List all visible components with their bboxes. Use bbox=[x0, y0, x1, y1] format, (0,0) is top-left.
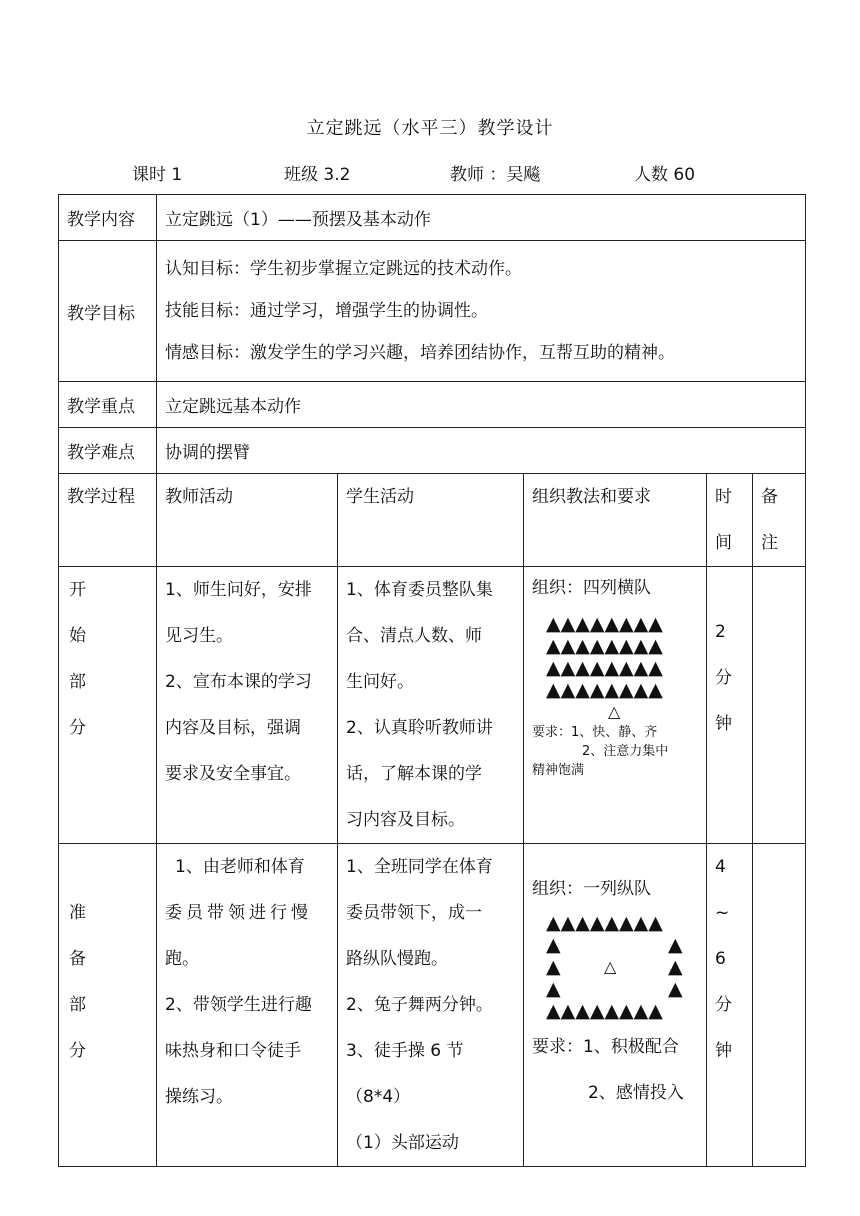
text-line: 内容及目标，强调 bbox=[165, 718, 301, 738]
text-line: 2、带领学生进行趣 bbox=[165, 995, 312, 1015]
text-line: 习内容及目标。 bbox=[346, 810, 465, 830]
header-process: 教学过程 bbox=[67, 487, 135, 507]
requirement-line: 精神饱满 bbox=[532, 763, 585, 778]
column-formation bbox=[532, 912, 698, 1024]
text-line: （1）头部运动 bbox=[346, 1133, 459, 1153]
start-organization bbox=[524, 573, 706, 780]
section-start bbox=[59, 567, 156, 751]
value-content: 立定跳远（1）——预摆及基本动作 bbox=[165, 210, 431, 230]
formation-row: ▲▲▲▲▲▲▲▲ bbox=[546, 635, 663, 657]
header-note-2: 注 bbox=[761, 533, 778, 553]
section-prep bbox=[59, 844, 156, 1074]
formation-marker: ▲ bbox=[668, 934, 683, 956]
formation-row: ▲▲▲▲▲▲▲▲ bbox=[546, 912, 663, 934]
lesson-meta bbox=[0, 160, 860, 184]
header-note-1: 备 bbox=[761, 487, 778, 507]
row-headers bbox=[59, 474, 806, 567]
org-title: 组织：一列纵队 bbox=[532, 879, 651, 899]
row-key bbox=[59, 382, 806, 428]
prep-time bbox=[707, 844, 752, 1074]
teacher-position-mark: △ bbox=[604, 957, 617, 976]
time-char: 钟 bbox=[715, 1041, 732, 1061]
section-char: 部 bbox=[69, 672, 86, 692]
time-char: 钟 bbox=[715, 714, 732, 734]
goals-list bbox=[157, 248, 805, 374]
text-line: 2、宣布本课的学习 bbox=[165, 672, 312, 692]
section-char: 分 bbox=[69, 718, 86, 738]
prep-teacher-activity bbox=[157, 844, 337, 1120]
header-teacher: 教师活动 bbox=[165, 487, 233, 507]
value-difficulty: 协调的摆臂 bbox=[165, 443, 250, 463]
row-start bbox=[59, 567, 806, 844]
formation-row: ▲▲▲▲▲▲▲▲ bbox=[546, 613, 663, 635]
prep-requirements bbox=[532, 1024, 698, 1116]
header-time-2: 间 bbox=[715, 533, 732, 553]
formation-marker: ▲ bbox=[668, 978, 683, 1000]
label-difficulty: 教学难点 bbox=[67, 443, 135, 463]
lesson-number: 课时 1 bbox=[132, 165, 183, 185]
formation-marker: ▲ bbox=[546, 956, 561, 978]
value-key: 立定跳远基本动作 bbox=[165, 397, 301, 417]
time-char: 6 bbox=[715, 949, 726, 969]
teacher-position-mark: △ bbox=[608, 702, 621, 721]
label-content: 教学内容 bbox=[67, 210, 135, 230]
text-line: 操练习。 bbox=[165, 1087, 233, 1107]
text-line: 合、清点人数、师 bbox=[346, 626, 482, 646]
section-char: 准 bbox=[69, 903, 86, 923]
text-line: 要求及安全事宜。 bbox=[165, 764, 301, 784]
requirement-line: 2、感情投入 bbox=[588, 1083, 684, 1103]
text-line: 跑。 bbox=[165, 949, 199, 969]
time-char: ~ bbox=[715, 903, 730, 923]
section-char: 始 bbox=[69, 626, 86, 646]
time-char: 分 bbox=[715, 995, 732, 1015]
student-count: 人数 60 bbox=[634, 165, 696, 185]
class-number: 班级 3.2 bbox=[284, 165, 351, 185]
header-note bbox=[753, 474, 805, 566]
label-goals: 教学目标 bbox=[67, 303, 135, 324]
header-time-1: 时 bbox=[715, 487, 732, 507]
text-line: 1、全班同学在体育 bbox=[346, 857, 493, 877]
goal-emotion: 情感目标：激发学生的学习兴趣，培养团结协作，互帮互助的精神。 bbox=[165, 343, 675, 363]
text-line: 路纵队慢跑。 bbox=[346, 949, 448, 969]
section-char: 部 bbox=[69, 995, 86, 1015]
section-char: 备 bbox=[69, 949, 86, 969]
horizontal-formation bbox=[532, 613, 698, 723]
text-line: 话，了解本课的学 bbox=[346, 764, 482, 784]
document-title: 立定跳远（水平三）教学设计 bbox=[306, 118, 554, 139]
start-student-activity bbox=[338, 567, 523, 843]
prep-student-activity bbox=[338, 844, 523, 1166]
text-line: 见习生。 bbox=[165, 626, 233, 646]
row-difficulty bbox=[59, 428, 806, 474]
formation-row: ▲▲▲▲▲▲▲▲ bbox=[546, 657, 663, 679]
requirement-line: 要求：1、积极配合 bbox=[532, 1037, 679, 1057]
start-teacher-activity bbox=[157, 567, 337, 797]
time-char: 4 bbox=[715, 857, 726, 877]
header-student: 学生活动 bbox=[346, 487, 414, 507]
row-goals bbox=[59, 241, 806, 382]
org-title: 组织：四列横队 bbox=[532, 578, 651, 598]
section-char: 开 bbox=[69, 580, 86, 600]
header-org: 组织教法和要求 bbox=[532, 487, 651, 507]
formation-marker: ▲ bbox=[546, 978, 561, 1000]
row-prep bbox=[59, 844, 806, 1167]
formation-row: ▲▲▲▲▲▲▲▲ bbox=[546, 1000, 663, 1022]
text-line: 2、认真聆听教师讲 bbox=[346, 718, 493, 738]
text-line: 1、由老师和体育 bbox=[175, 857, 305, 877]
goal-cognitive: 认知目标：学生初步掌握立定跳远的技术动作。 bbox=[165, 259, 522, 279]
requirement-line: 要求：1、快、静、齐 bbox=[532, 725, 658, 740]
text-line: 2、兔子舞两分钟。 bbox=[346, 995, 493, 1015]
text-line: 3、徒手操 6 节（8*4） bbox=[346, 1041, 464, 1107]
header-time bbox=[707, 474, 752, 566]
formation-marker: ▲ bbox=[546, 934, 561, 956]
text-line: 1、体育委员整队集 bbox=[346, 580, 493, 600]
requirement-line: 2、注意力集中 bbox=[582, 744, 669, 759]
label-key: 教学重点 bbox=[67, 397, 135, 417]
prep-organization bbox=[524, 874, 706, 1116]
text-line: 味热身和口令徒手 bbox=[165, 1041, 301, 1061]
time-char: 2 bbox=[715, 622, 726, 642]
text-line: 委员带领下，成一 bbox=[346, 903, 482, 923]
formation-row: ▲▲▲▲▲▲▲▲ bbox=[546, 679, 663, 701]
time-char: 分 bbox=[715, 668, 732, 688]
row-content bbox=[59, 195, 806, 241]
start-requirements bbox=[532, 723, 698, 780]
text-line: 生问好。 bbox=[346, 672, 414, 692]
formation-marker: ▲ bbox=[668, 956, 683, 978]
lesson-plan-table bbox=[58, 194, 806, 1167]
start-time bbox=[707, 567, 752, 747]
teacher-name: 教师 ：吴飚 bbox=[450, 165, 541, 185]
goal-skill: 技能目标：通过学习，增强学生的协调性。 bbox=[165, 301, 488, 321]
text-line: 1、师生问好，安排 bbox=[165, 580, 312, 600]
text-line: 委员带领进行慢 bbox=[165, 903, 312, 923]
section-char: 分 bbox=[69, 1041, 86, 1061]
